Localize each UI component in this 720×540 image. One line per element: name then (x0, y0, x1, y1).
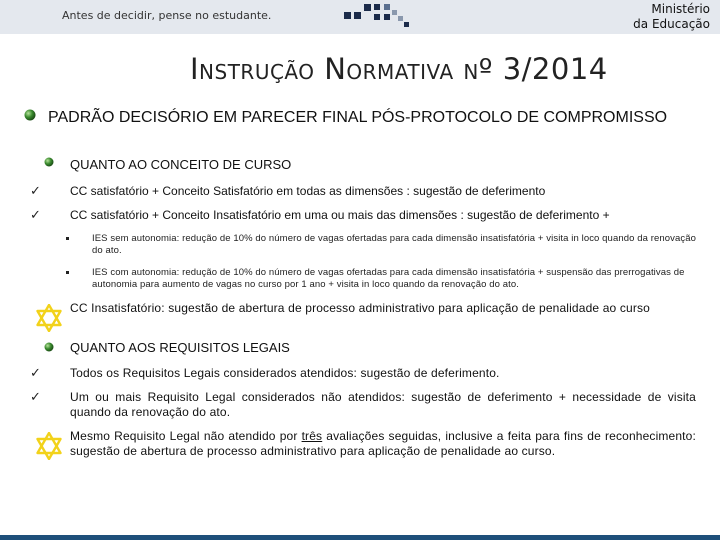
star-of-david-icon (36, 304, 62, 332)
ministry-line-2: da Educação (633, 17, 710, 31)
logo-squares-icon (340, 2, 420, 34)
title-prefix: Instrução Normativa nº (190, 52, 493, 86)
page-title (190, 52, 700, 86)
main-heading: PADRÃO DECISÓRIO EM PARECER FINAL PÓS-PROTOCOLO DE COMPROMISSO (48, 109, 668, 126)
underlined-word: três (301, 429, 323, 443)
checkmark-icon: ✓ (30, 207, 41, 222)
text-part: avaliações seguidas, inclusive a feita para fins de reconhecimento: sugestão de abertura de processo administrativo para aplicação de penalidade ao curso. (70, 429, 696, 458)
title-number: 3/2014 (502, 52, 608, 86)
section-title-concept: QUANTO AO CONCEITO DE CURSO (70, 157, 292, 172)
green-sphere-bullet-icon (24, 109, 36, 121)
list-item: CC Insatisfatório: sugestão de abertura de processo administrativo para aplicação de penalidade ao curso (70, 301, 650, 315)
checkmark-icon: ✓ (30, 183, 41, 198)
sub-list-item: IES sem autonomia: redução de 10% do número de vagas ofertadas para cada dimensão insatisfatória + visita in loco quando da renovação do ato. (92, 233, 696, 256)
checkmark-icon: ✓ (30, 389, 41, 404)
ministry-label (633, 2, 710, 32)
green-sphere-bullet-icon (44, 157, 54, 167)
sub-list-item: IES com autonomia: redução de 10% do número de vagas ofertadas para cada dimensão insatisfatória + suspensão das prerrogativas de autonomia para aumento de vagas no curso por 1 ano + visita in loco quando da renovação do ato. (92, 267, 685, 290)
list-item: CC satisfatório + Conceito Insatisfatório em uma ou mais das dimensões : sugestão de deferimento + (70, 208, 610, 222)
ministry-line-1: Ministério (651, 2, 710, 16)
list-item: CC satisfatório + Conceito Satisfatório em todas as dimensões : sugestão de deferimento (70, 184, 546, 198)
square-bullet-icon (66, 237, 69, 240)
section-title-legal: QUANTO AOS REQUISITOS LEGAIS (70, 340, 290, 355)
star-of-david-icon (36, 432, 62, 460)
footer-bar (0, 535, 720, 540)
list-item: Todos os Requisitos Legais considerados atendidos: sugestão de deferimento. (70, 366, 500, 380)
header-bar (0, 0, 720, 34)
list-item (70, 429, 696, 459)
square-bullet-icon (66, 271, 69, 274)
green-sphere-bullet-icon (44, 342, 54, 352)
tagline: Antes de decidir, pense no estudante. (62, 9, 272, 22)
text-part: Mesmo Requisito Legal não atendido por (70, 429, 302, 443)
list-item: Um ou mais Requisito Legal considerados não atendidos: sugestão de deferimento + necessidade de visita quando da renovação do ato. (70, 390, 696, 419)
checkmark-icon: ✓ (30, 365, 41, 380)
